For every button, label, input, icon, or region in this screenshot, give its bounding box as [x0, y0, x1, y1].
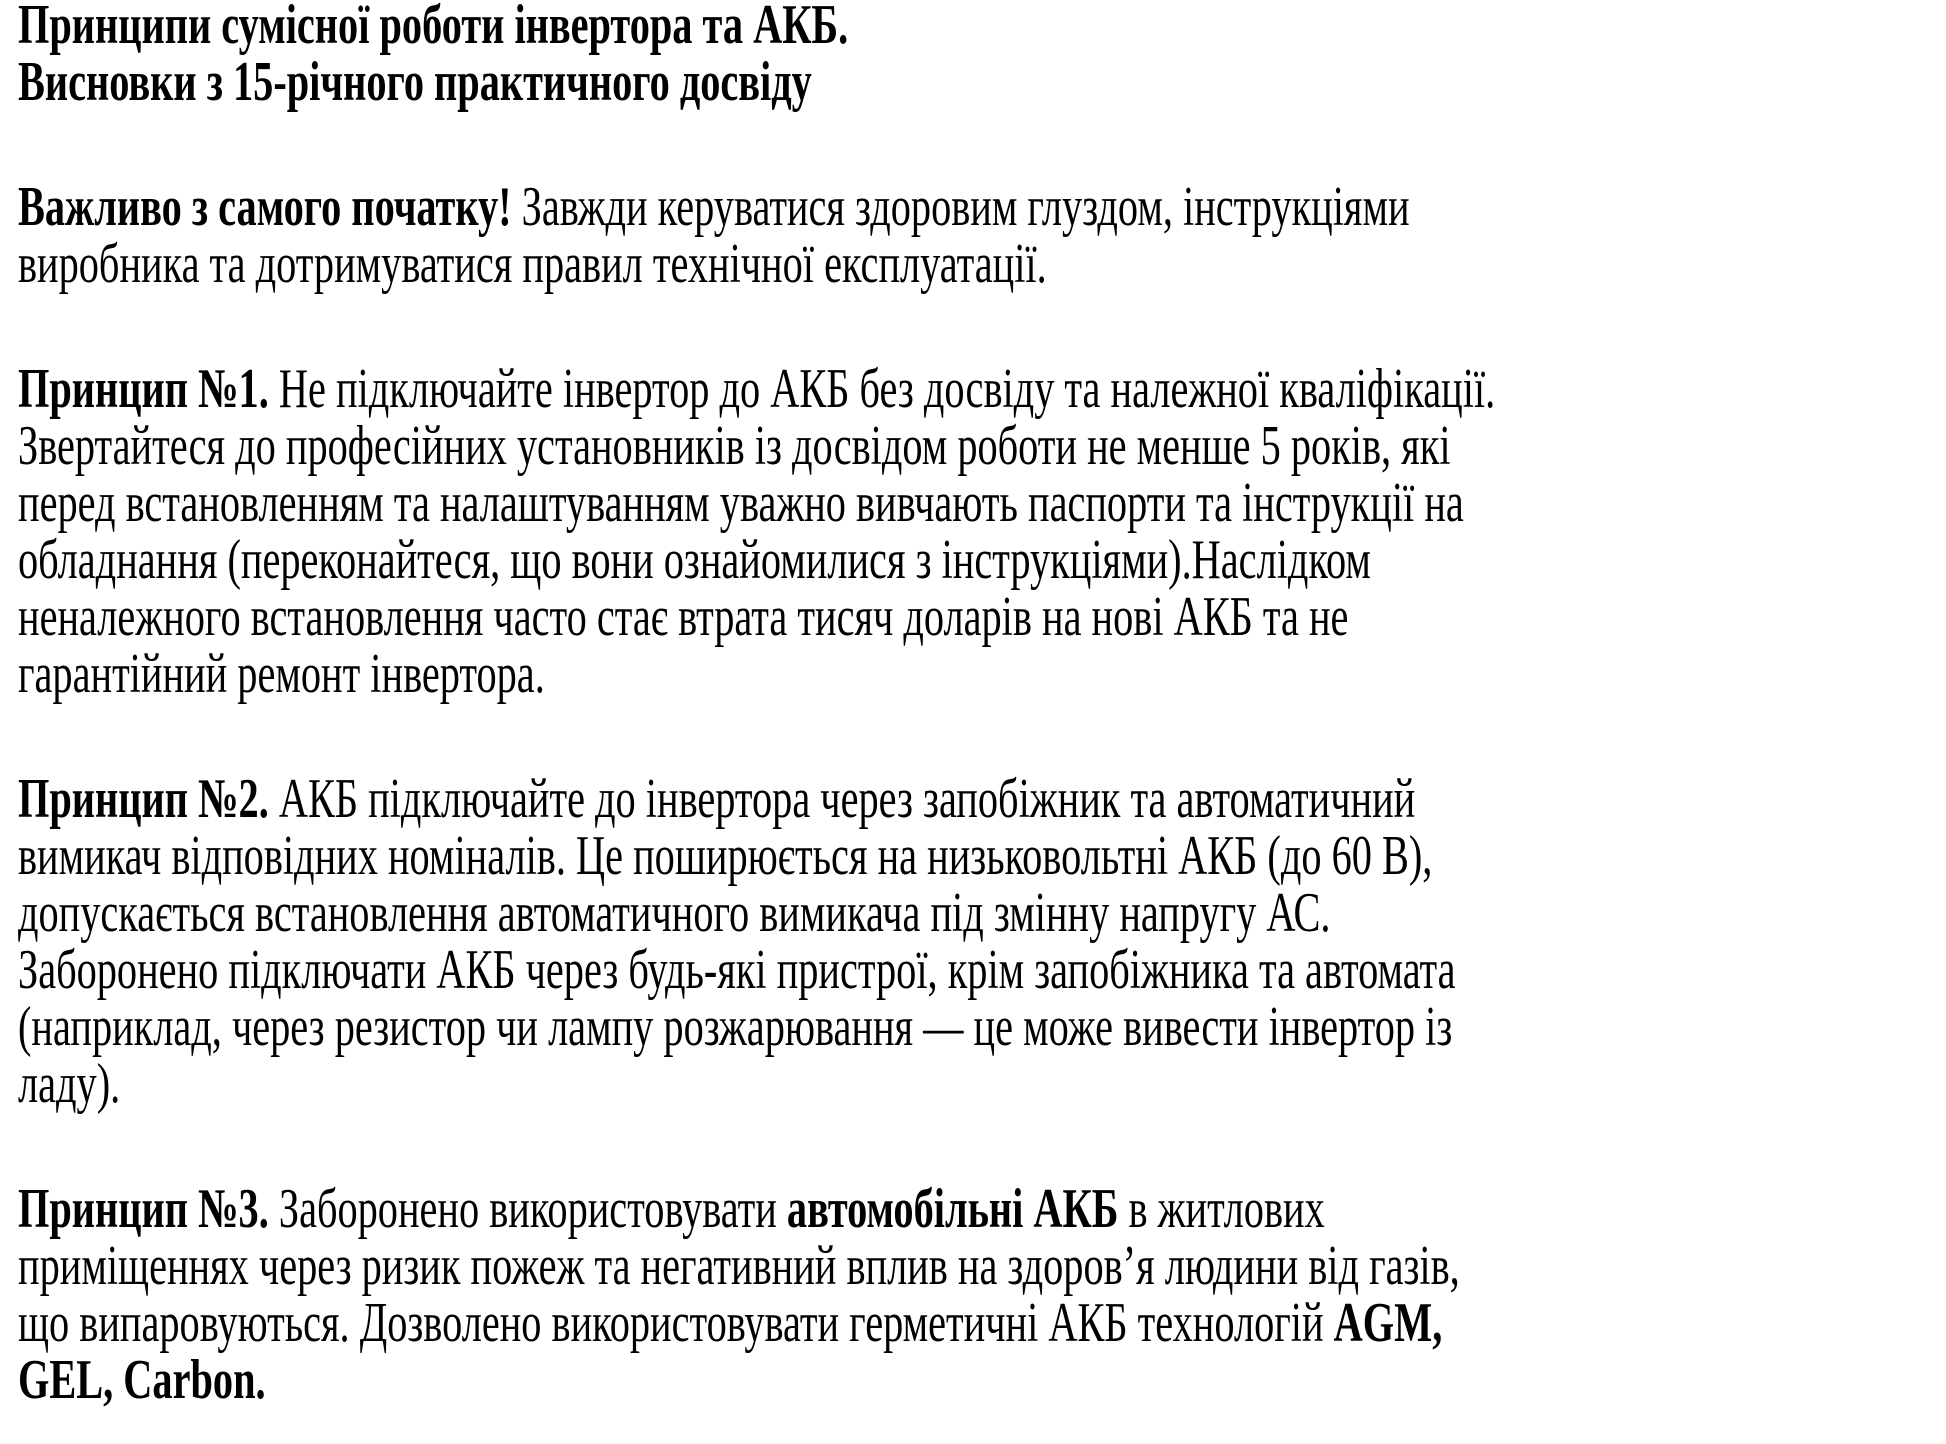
text-run: допускається встановлення автоматичного вимикача під змінну напругу АС.	[18, 882, 1331, 944]
text-line	[18, 939, 1456, 1001]
text-line	[18, 176, 1410, 238]
text-run: Звертайтеся до професійних установників із досвідом роботи не менше 5 років, які	[18, 415, 1451, 477]
text-run: приміщеннях через ризик пожеж та негативний вплив на здоров’я людини від газів,	[18, 1235, 1460, 1297]
text-line	[18, 358, 1496, 420]
text-line	[18, 768, 1416, 830]
principle-2-paragraph	[18, 768, 1456, 1115]
text-run: (наприклад, через резистор чи лампу розжарювання — це може вивести інвертор із	[18, 996, 1453, 1058]
text-run: вимикач відповідних номіналів. Це поширюється на низьковольтні АКБ (до 60 В),	[18, 825, 1433, 887]
text-run: Заборонено підключати АКБ через будь-які пристрої, крім запобіжника та автомата	[18, 939, 1456, 1001]
document-content	[18, 0, 1496, 1411]
text-line	[18, 1053, 1406, 1115]
principle-3-paragraph	[18, 1178, 1460, 1411]
bold-text-run: Важливо з самого початку!	[18, 176, 512, 238]
document-title	[18, 0, 1406, 111]
text-run: Не підключайте інвертор до АКБ без досвіду та належної кваліфікації.	[268, 358, 1496, 420]
text-line	[18, 0, 1406, 54]
bold-text-run: AGM,	[1333, 1292, 1443, 1354]
principle-1-paragraph	[18, 358, 1496, 705]
bold-text-run: Принцип №1.	[18, 358, 269, 420]
text-run: гарантійний ремонт інвертора.	[18, 643, 545, 705]
bold-text-run: автомобільні АКБ	[786, 1178, 1119, 1240]
bold-text-run: GEL, Carbon.	[18, 1349, 266, 1411]
text-line	[18, 1349, 1406, 1411]
text-line	[18, 825, 1433, 887]
text-line	[18, 233, 1406, 295]
text-run: в житлових	[1118, 1178, 1325, 1240]
text-run: Заборонено використовувати	[268, 1178, 787, 1240]
bold-text-run: Принцип №3.	[18, 1178, 269, 1240]
text-line	[18, 51, 1406, 113]
text-line	[18, 472, 1464, 534]
text-line	[18, 643, 1406, 705]
text-line	[18, 415, 1451, 477]
text-line	[18, 1235, 1460, 1297]
bold-text-run: Принципи сумісної роботи інвертора та АКБ.	[18, 0, 849, 56]
text-line	[18, 586, 1406, 648]
text-run: неналежного встановлення часто стає втрата тисяч доларів на нові АКБ та не	[18, 586, 1349, 648]
text-line	[18, 996, 1453, 1058]
text-line	[18, 882, 1406, 944]
text-run: що випаровуються. Дозволено використовувати герметичні АКБ технологій	[18, 1292, 1334, 1354]
text-run: перед встановленням та налаштуванням уважно вивчають паспорти та інструкції на	[18, 472, 1464, 534]
intro-paragraph	[18, 176, 1410, 295]
text-line	[18, 529, 1406, 591]
text-run: виробника та дотримуватися правил технічної експлуатації.	[18, 233, 1047, 295]
bold-text-run: Висновки з 15-річного практичного досвіду	[18, 51, 812, 113]
text-line	[18, 1292, 1443, 1354]
text-line	[18, 1178, 1406, 1240]
bold-text-run: Принцип №2.	[18, 768, 269, 830]
text-run: обладнання (переконайтеся, що вони ознайомилися з інструкціями).Наслідком	[18, 529, 1371, 591]
text-run: ладу).	[18, 1053, 121, 1115]
text-run: АКБ підключайте до інвертора через запобіжник та автоматичний	[268, 768, 1416, 830]
text-run: Завжди керуватися здоровим глуздом, інструкціями	[511, 176, 1410, 238]
